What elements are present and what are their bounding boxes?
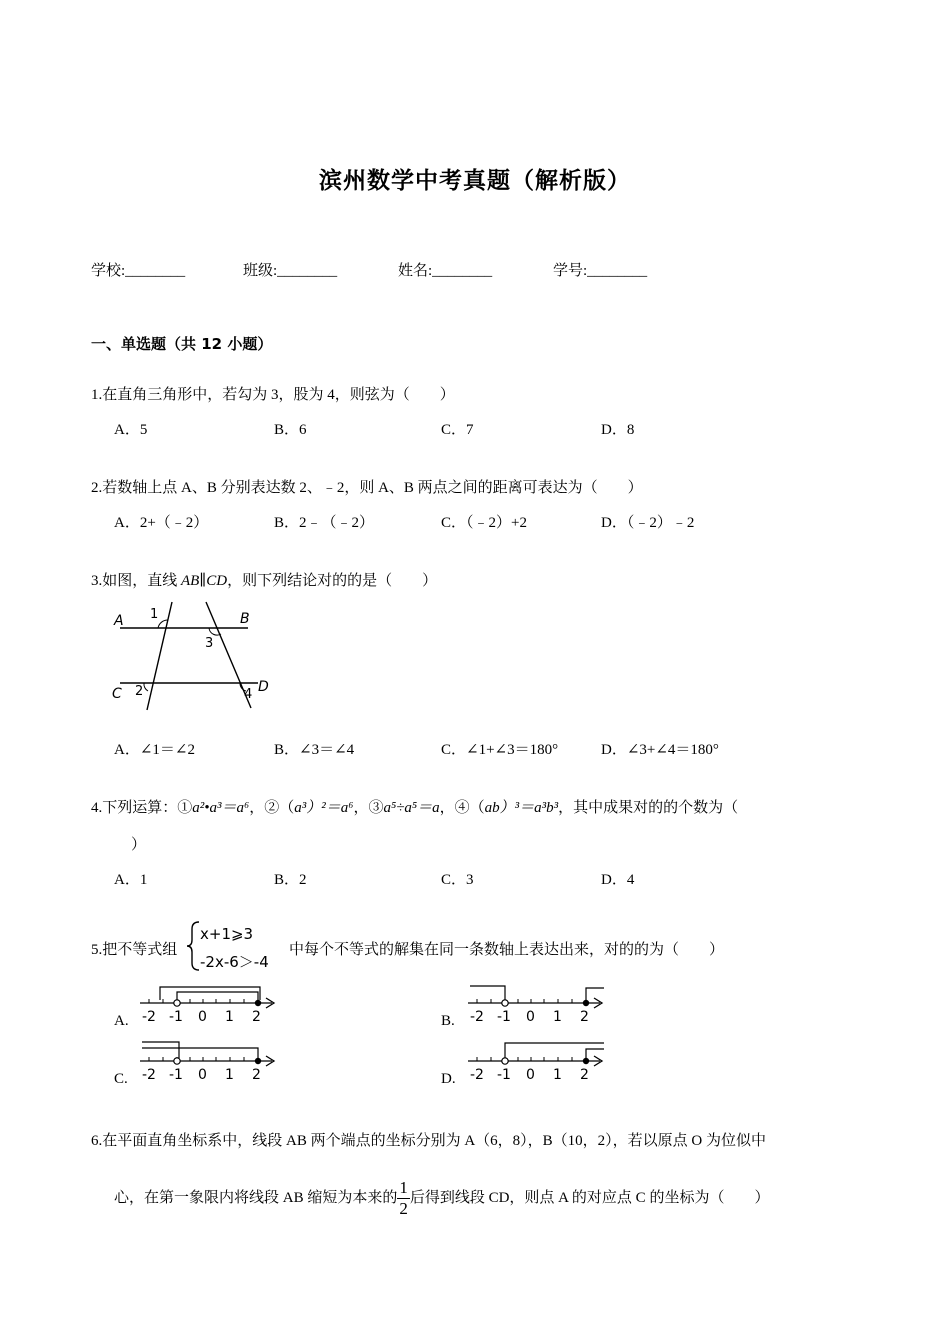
q5-inequality-1: x+1⩾3 xyxy=(200,925,254,943)
question-6-stem-line1: 6.在平面直角坐标系中，线段 AB 两个端点的坐标分别为 A（6，8），B（10，2），若以原点 O 为位似中 xyxy=(91,1133,767,1149)
tick-label-1: 1 xyxy=(553,1067,562,1082)
tick-label-1: 1 xyxy=(553,1009,562,1024)
q4-expr-3: a⁵÷a⁵＝a xyxy=(383,800,440,816)
q5-inequality-2: -2x-6＞-4 xyxy=(200,953,269,971)
q4-sep-1: ，②（ xyxy=(249,800,295,816)
q3-option-c: C．∠1+∠3＝180° xyxy=(441,742,559,758)
q1-option-c: C．7 xyxy=(441,422,474,438)
q4-expr-2: a³）²＝a⁶ xyxy=(294,800,354,816)
q2-option-a: A．2+（﹣2） xyxy=(114,515,209,531)
q4-sep-3: ，④（ xyxy=(439,800,485,816)
q2-option-c: C．（﹣2）+2 xyxy=(441,515,527,531)
question-6-stem-line2 xyxy=(114,1178,769,1219)
q1-option-b: B．6 xyxy=(274,422,307,438)
question-4-stem-line2: ） xyxy=(131,837,147,853)
q4-stem-suffix: ，其中成果对的的个数为（ xyxy=(558,800,739,816)
angle-2-arc xyxy=(144,683,148,691)
label-angle-4: 4 xyxy=(244,687,253,702)
q3-option-a: A．∠1＝∠2 xyxy=(114,742,195,758)
tick-label-n2: -2 xyxy=(470,1009,484,1024)
q6-stem-line2-prefix: 心，在第一象限内将线段 AB 缩短为本来的 xyxy=(114,1189,398,1206)
label-angle-2: 2 xyxy=(135,684,144,699)
q5-option-d-letter: D. xyxy=(441,1071,456,1087)
tick-label-0: 0 xyxy=(526,1009,535,1024)
q4-option-b: B．2 xyxy=(274,872,307,888)
q5-number-line-b xyxy=(466,980,608,1024)
q5-number-line-d xyxy=(466,1038,608,1082)
info-student-id: 学号:________ xyxy=(553,263,648,279)
question-5-stem-prefix: 5.把不等式组 xyxy=(91,942,178,958)
tick-label-2: 2 xyxy=(580,1009,589,1024)
q2-option-b: B．2﹣（﹣2） xyxy=(274,515,375,531)
info-class: 班级:________ xyxy=(243,263,338,279)
q3-option-d: D．∠3+∠4＝180° xyxy=(601,742,719,758)
tick-label-n1: -1 xyxy=(169,1067,183,1082)
q4-expr-4: ab）³＝a³b³ xyxy=(484,800,559,816)
question-3-stem xyxy=(91,569,437,590)
question-5-stem-suffix: 中每个不等式的解集在同一条数轴上表达出来，对的的为（ ） xyxy=(289,942,725,958)
label-d: D xyxy=(258,679,269,695)
q5-number-line-c xyxy=(138,1038,280,1082)
question-1-stem: 1.在直角三角形中，若勾为 3，股为 4，则弦为（ ） xyxy=(91,387,455,403)
question-2-stem: 2.若数轴上点 A、B 分别表达数 2、﹣2，则 A、B 两点之间的距离可表达为（ ） xyxy=(91,480,643,496)
q3-stem-suffix: ，则下列结论对的的是（ ） xyxy=(227,573,438,589)
q5-number-line-a xyxy=(138,980,280,1024)
tick-label-n1: -1 xyxy=(169,1009,183,1024)
q6-fraction-denominator: 2 xyxy=(399,1199,408,1218)
q3-stem-prefix: 3.如图，直线 xyxy=(91,573,182,589)
tick-label-1: 1 xyxy=(225,1009,234,1024)
tick-label-0: 0 xyxy=(198,1009,207,1024)
q1-option-a: A．5 xyxy=(114,422,148,438)
tick-label-0: 0 xyxy=(198,1067,207,1082)
label-a: A xyxy=(114,613,124,629)
tick-label-n2: -2 xyxy=(470,1067,484,1082)
section-heading: 一、单选题（共 12 小题） xyxy=(91,335,273,353)
tick-label-0: 0 xyxy=(526,1067,535,1082)
q5-option-a-letter: A. xyxy=(114,1013,129,1029)
q4-option-c: C．3 xyxy=(441,872,474,888)
q1-option-d: D．8 xyxy=(601,422,635,438)
tick-label-n2: -2 xyxy=(142,1009,156,1024)
tick-label-2: 2 xyxy=(580,1067,589,1082)
q5-option-c-letter: C. xyxy=(114,1071,128,1087)
q4-option-a: A．1 xyxy=(114,872,148,888)
question-4-stem xyxy=(91,796,738,817)
tick-label-2: 2 xyxy=(252,1009,261,1024)
label-angle-1: 1 xyxy=(150,607,159,622)
info-school: 学校:________ xyxy=(91,263,186,279)
tick-label-n1: -1 xyxy=(497,1067,511,1082)
q4-option-d: D．4 xyxy=(601,872,635,888)
tick-label-n1: -1 xyxy=(497,1009,511,1024)
q4-sep-2: ，③ xyxy=(353,800,384,816)
q6-fraction-half xyxy=(397,1178,410,1219)
tick-label-1: 1 xyxy=(225,1067,234,1082)
label-c: C xyxy=(112,686,122,702)
page-title: 滨州数学中考真题（解析版） xyxy=(319,168,631,194)
tick-label-2: 2 xyxy=(252,1067,261,1082)
info-name: 姓名:________ xyxy=(398,263,493,279)
label-angle-3: 3 xyxy=(205,636,214,651)
tick-label-n2: -2 xyxy=(142,1067,156,1082)
q5-option-b-letter: B. xyxy=(441,1013,455,1029)
q2-option-d: D．（﹣2）﹣2 xyxy=(601,515,695,531)
q6-fraction-numerator: 1 xyxy=(399,1178,408,1197)
label-b: B xyxy=(240,611,250,627)
q3-option-b: B．∠3＝∠4 xyxy=(274,742,355,758)
q3-parallel-lines-figure xyxy=(108,598,288,714)
q3-stem-math: AB∥CD xyxy=(181,573,228,589)
q6-stem-line2-suffix: 后得到线段 CD，则点 A 的对应点 C 的坐标为（ ） xyxy=(409,1189,770,1206)
q4-expr-1: a²•a³＝a⁶ xyxy=(192,800,250,816)
q4-stem-prefix: 4.下列运算：① xyxy=(91,800,193,816)
